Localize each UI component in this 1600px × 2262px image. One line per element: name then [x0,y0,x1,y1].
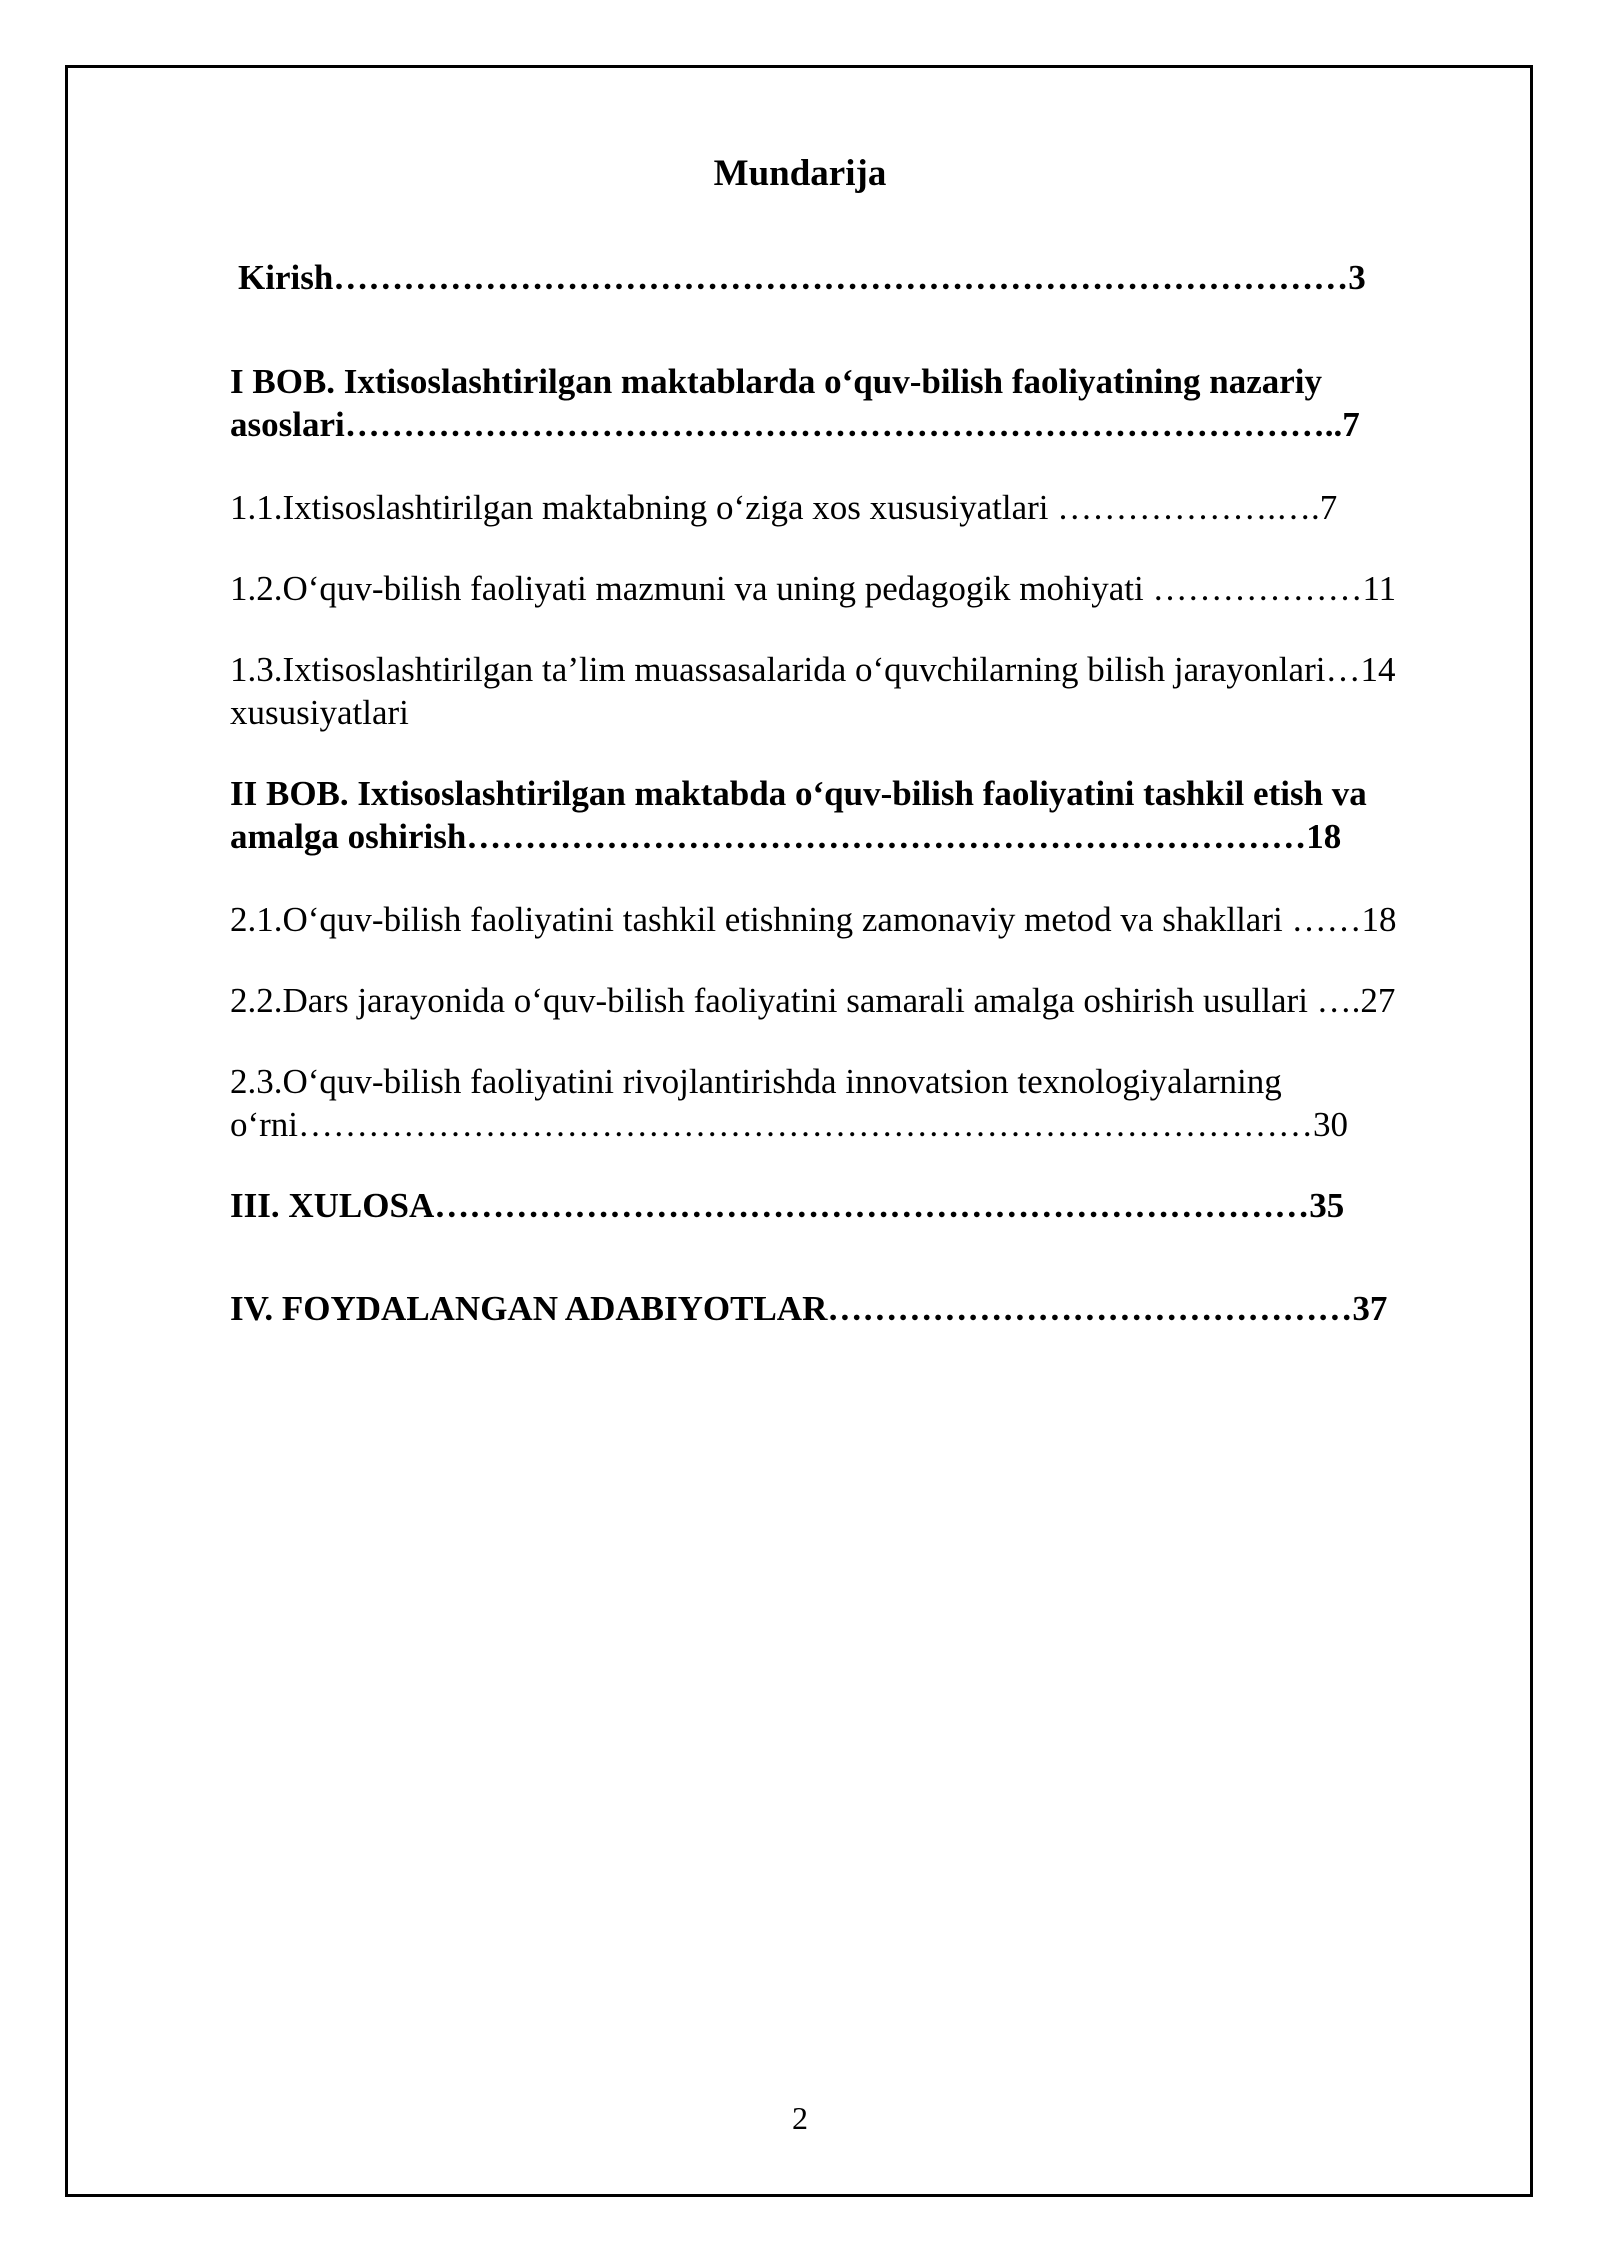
toc-entry-bob2-line2: amalga oshirish………………………………………………………………18 [230,817,1342,856]
toc-entry-2-1: 2.1.O‘quv-bilish faoliyatini tashkil etishning zamonaviy metod va shakllari ……18 [230,900,1397,939]
toc-entry-2-3-line2: o‘rni……………………………………………………………………………30 [230,1105,1349,1144]
toc-entry-adabiyotlar: IV. FOYDALANGAN ADABIYOTLAR………………………………………37 [230,1289,1388,1328]
toc-entry-1-3-line2: xususiyatlari [230,693,409,732]
toc-title: Mundarija [713,153,887,194]
toc-entry-bob1-line2: asoslari…………………………………………………………………………..7 [230,405,1360,444]
toc-entry-bob2-line1: II BOB. Ixtisoslashtirilgan maktabda o‘quv-bilish faoliyatini tashkil etish va [230,774,1367,813]
toc-entry-1-3-line1: 1.3.Ixtisoslashtirilgan ta’lim muassasalarida o‘quvchilarning bilish jarayonlari…14 [230,650,1396,689]
toc-entry-1-2: 1.2.O‘quv-bilish faoliyati mazmuni va uning pedagogik mohiyati ………………11 [230,569,1397,608]
toc-entry-2-3-line1: 2.3.O‘quv-bilish faoliyatini rivojlantirishda innovatsion texnologiyalarning [230,1062,1282,1101]
toc-entry-xulosa: III. XULOSA…………………………………………………………………35 [230,1186,1345,1225]
toc-entry-2-2: 2.2.Dars jarayonida o‘quv-bilish faoliyatini samarali amalga oshirish usullari ….27 [230,981,1396,1020]
toc-entry-bob1-line1: I BOB. Ixtisoslashtirilgan maktablarda o‘quv-bilish faoliyatining nazariy [230,362,1322,401]
toc-entry-kirish: Kirish……………………………………………………………………………3 [238,258,1366,297]
toc-entry-1-1: 1.1.Ixtisoslashtirilgan maktabning o‘ziga xos xususiyatlari ……………….….7 [230,488,1338,527]
page-number: 2 [792,2100,808,2136]
